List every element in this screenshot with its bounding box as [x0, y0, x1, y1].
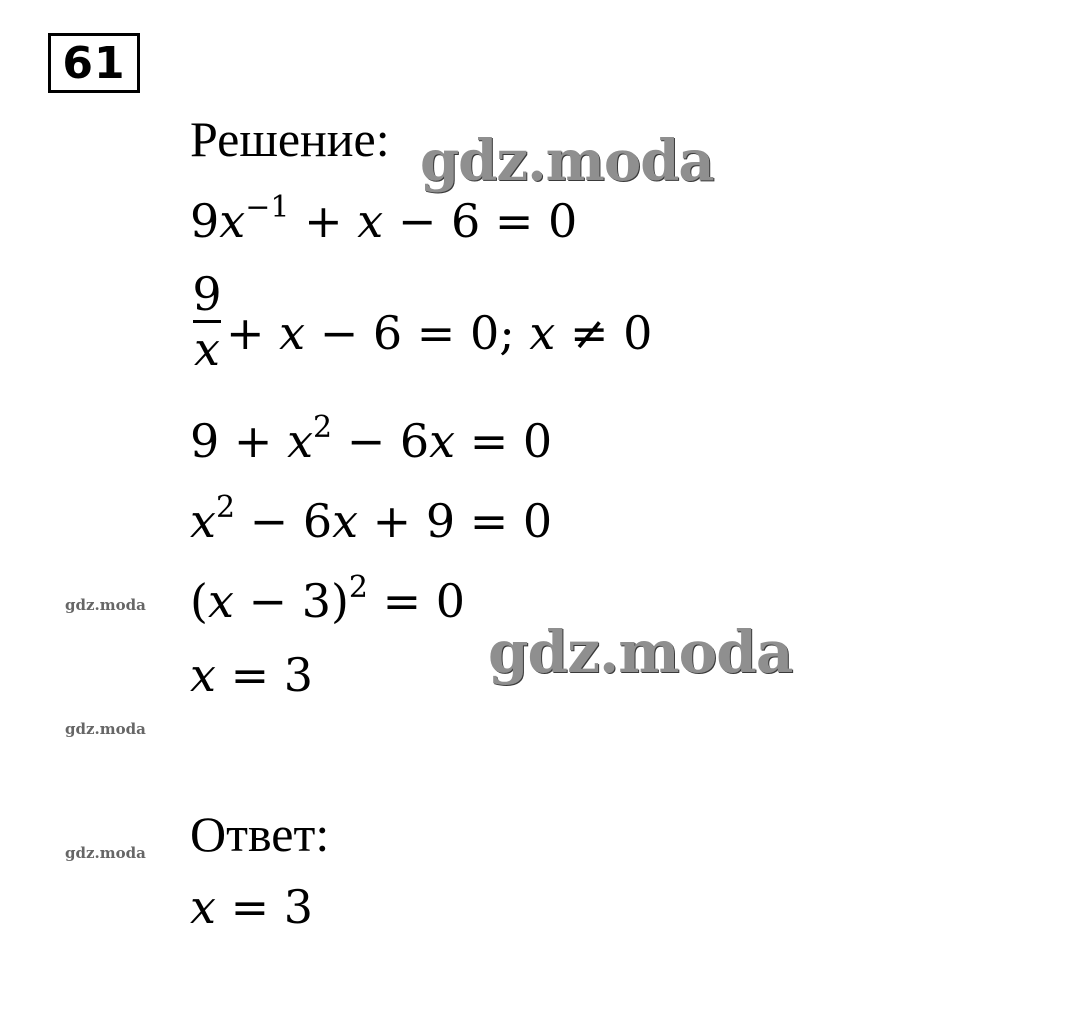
watermark-small-3: gdz.moda — [65, 844, 146, 862]
watermark-small-2: gdz.moda — [65, 720, 146, 738]
equation-line-6: x = 3 — [190, 648, 314, 702]
fraction-numerator: 9 — [192, 267, 222, 321]
solution-label: Решение: — [190, 111, 390, 167]
fraction-denominator: x — [194, 322, 220, 376]
watermark-small-1: gdz.moda — [65, 596, 146, 614]
equation-line-1: $9x^{-1} + x - 6 = 0$ — [190, 190, 578, 248]
answer-equation: x = 3 — [190, 880, 314, 934]
answer-label: Ответ: — [190, 806, 330, 862]
equation-line-2: + x − 6 = 0; x ≠ 0 — [226, 306, 653, 360]
watermark-large-top: gdz.moda — [420, 128, 714, 194]
equation-line-5: $(x - 3)^2 = 0$ — [190, 570, 466, 628]
fraction-9-over-x — [190, 268, 224, 375]
watermark-large-middle: gdz.moda — [488, 618, 793, 686]
equation-line-3: $9 + x^2 - 6x = 0$ — [190, 410, 553, 468]
problem-number: 61 — [48, 33, 140, 93]
equation-line-4: $x^2 - 6x + 9 = 0$ — [190, 490, 553, 548]
